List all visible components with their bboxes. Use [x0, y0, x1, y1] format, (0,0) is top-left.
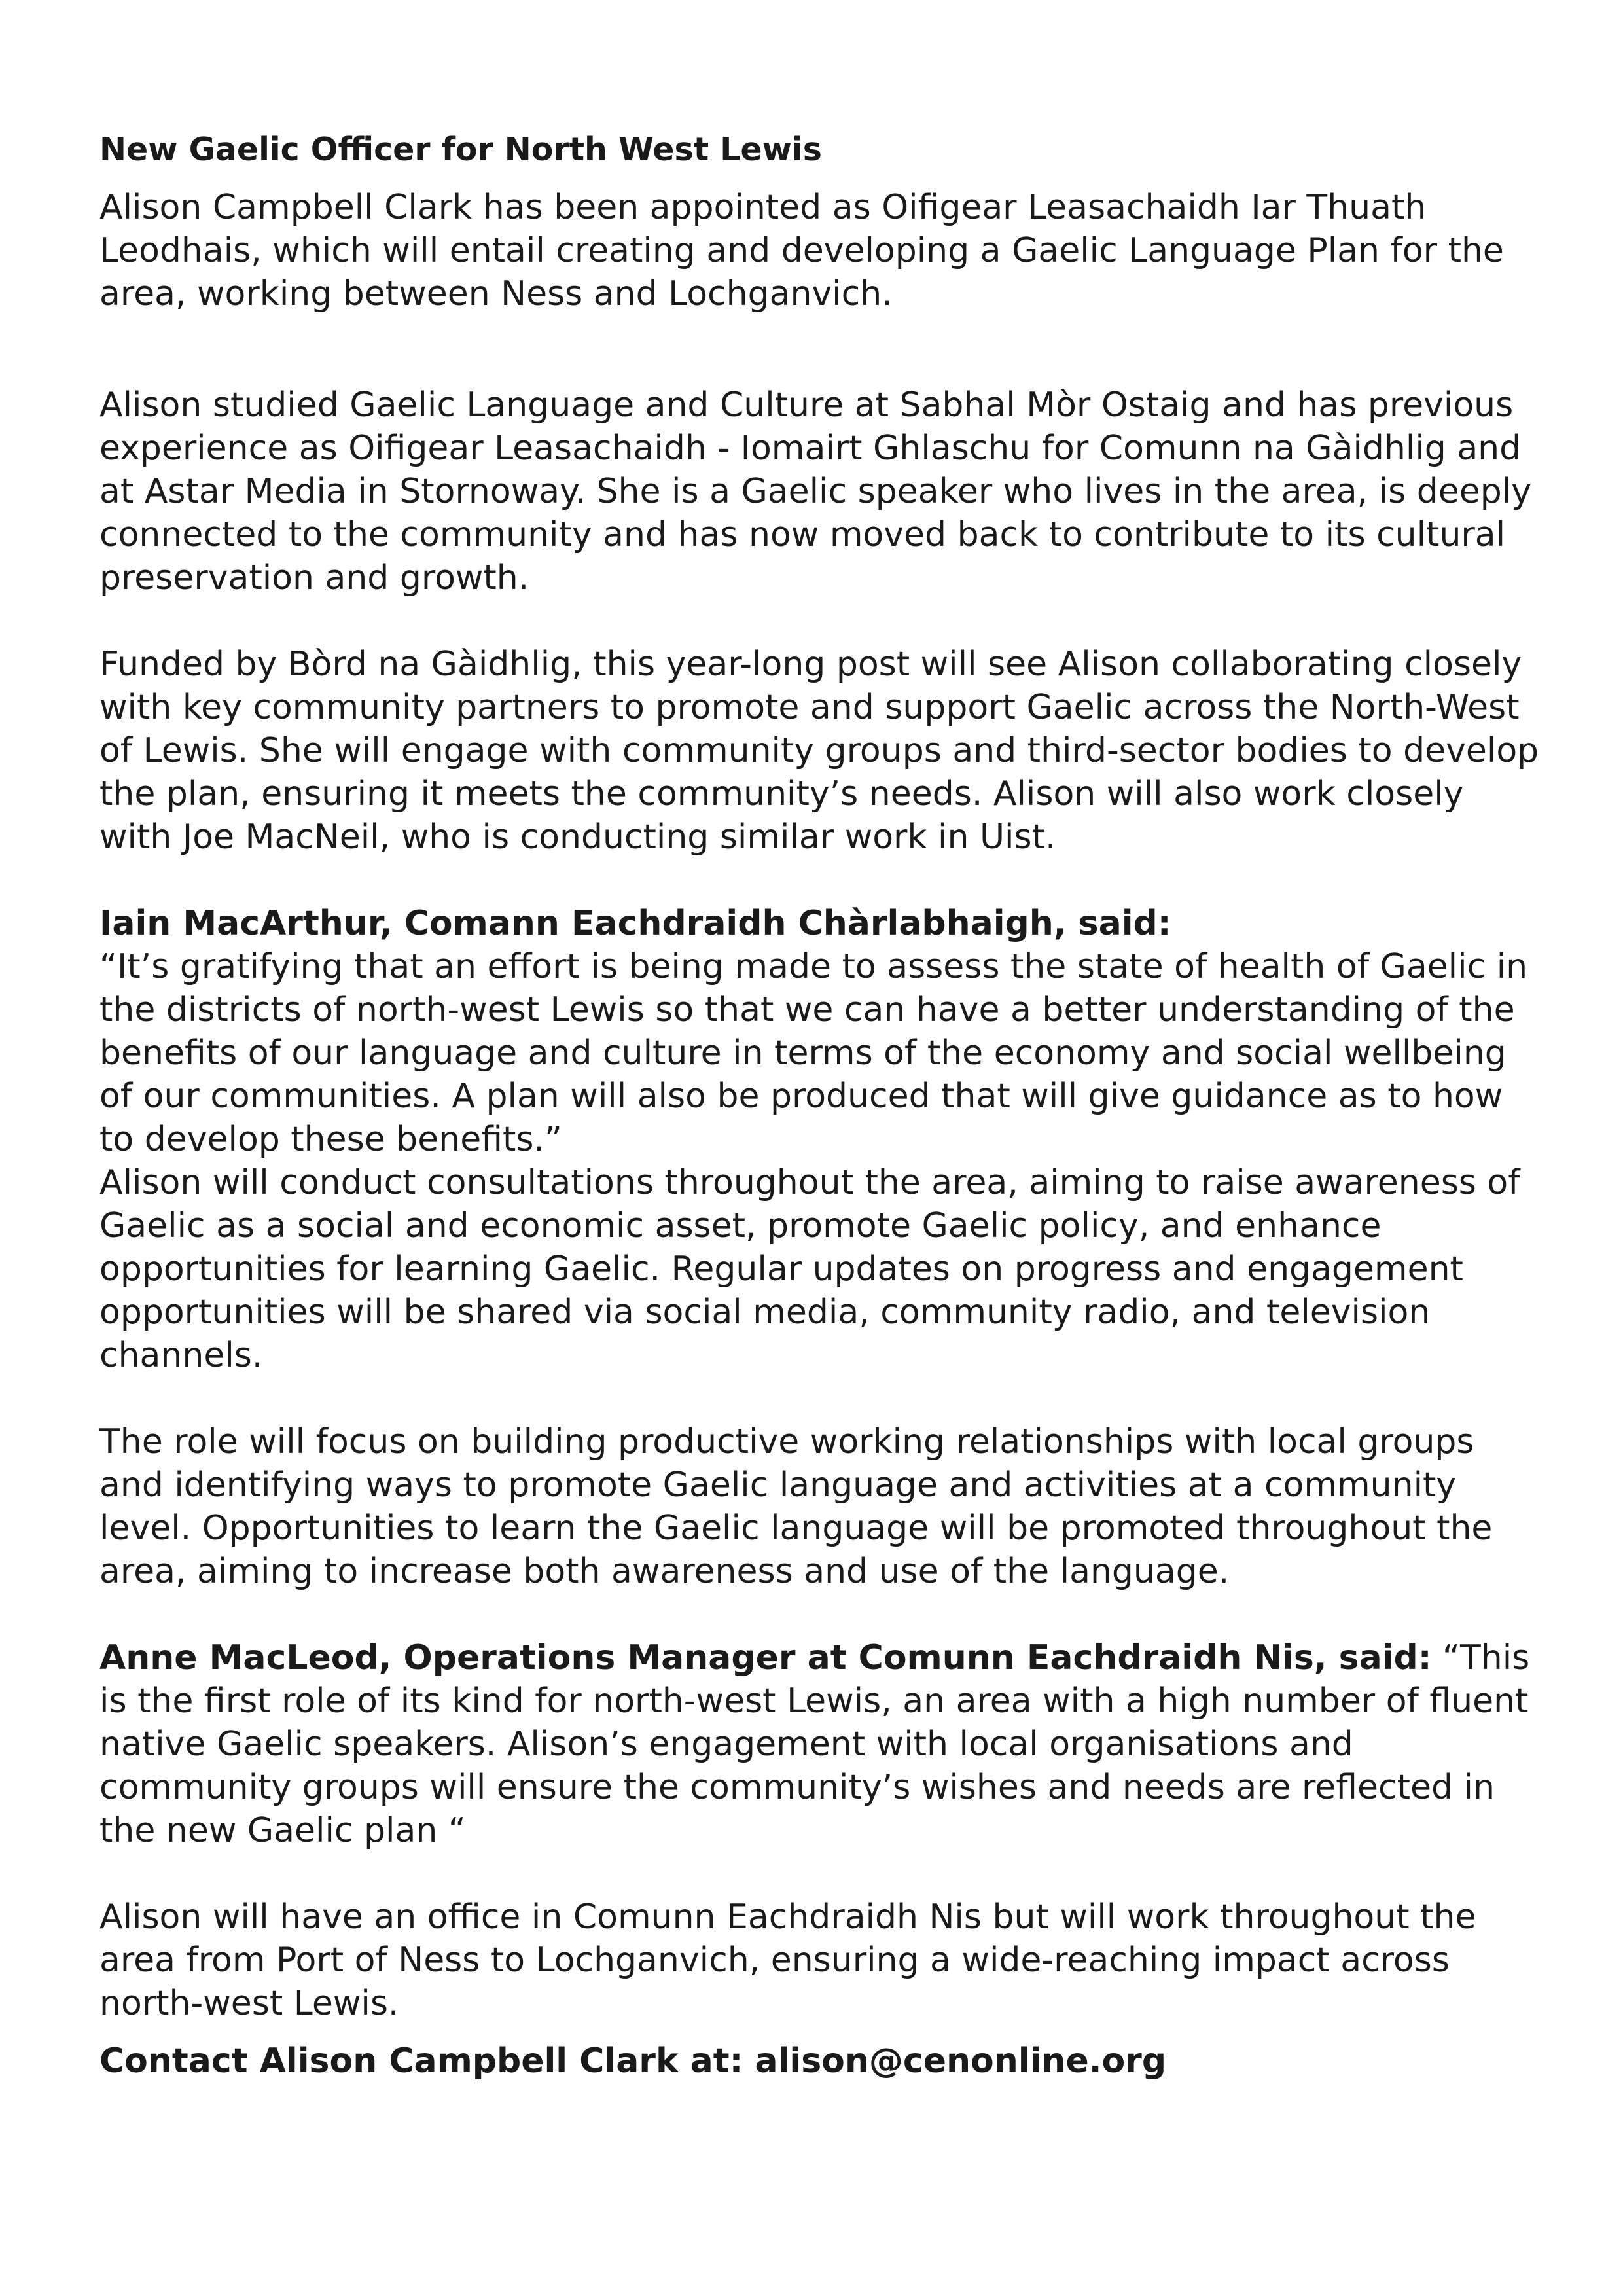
quote2-paragraph [99, 1636, 1539, 1852]
quote1-paragraph [99, 902, 1539, 1161]
article-body [99, 128, 1539, 2083]
spacer [99, 315, 1539, 384]
consultations-paragraph: Alison will conduct consultations throughout the area, aiming to raise awareness of Gaelic as a social and economic asset, promote Gaelic policy, and enhance opportunities for learning Gaelic. Regular updates on progress and engagement opportunities will be shared via social media, community radio, and television channels. [99, 1163, 1520, 1375]
contact-line: Contact Alison Campbell Clark at: alison@cenonline.org [99, 2041, 1167, 2081]
quote1-text: “It’s gratifying that an effort is being made to assess the state of health of Gaelic in the districts of north-west Lewis so that we can have a better understanding of the benefits of our language and culture in terms of the economy and social wellbeing of our communities. A plan will also be produced that will give guidance as to how to develop these benefits.” [99, 947, 1528, 1159]
quote2-speaker: Anne MacLeod, Operations Manager at Comunn Eachdraidh Nis, said: [99, 1638, 1432, 1677]
role-focus-paragraph: The role will focus on building productive working relationships with local groups and identifying ways to promote Gaelic language and activities at a community level. Opportunities to learn the Gaelic language will be promoted throughout the area, aiming to increase both awareness and use of the language. [99, 1422, 1493, 1591]
spacer [99, 1852, 1539, 1895]
spacer [99, 2025, 1539, 2039]
spacer [99, 859, 1539, 902]
spacer [99, 1593, 1539, 1636]
intro-paragraph: Alison Campbell Clark has been appointed as Oifigear Leasachaidh Iar Thuath Leodhais, which will entail creating and developing a Gaelic Language Plan for the area, working between Ness and Lochganvich. [99, 188, 1504, 314]
article-title: New Gaelic Officer for North West Lewis [99, 131, 822, 168]
office-paragraph: Alison will have an office in Comunn Eachdraidh Nis but will work throughout the area from Port of Ness to Lochganvich, ensuring a wide-reaching impact across north-west Lewis. [99, 1897, 1476, 2023]
spacer [99, 600, 1539, 643]
spacer [99, 171, 1539, 186]
funding-paragraph: Funded by Bòrd na Gàidhlig, this year-long post will see Alison collaborating closely with key community partners to promote and support Gaelic across the North-West of Lewis. She will engage with community groups and third-sector bodies to develop the plan, ensuring it meets the community’s needs. Alison will also work closely with Joe MacNeil, who is conducting similar work in Uist. [99, 645, 1539, 857]
quote2-text: “This is the first role of its kind for north-west Lewis, an area with a high number of fluent native Gaelic speakers. Alison’s engagement with local organisations and community groups will ensure the community’s wishes and needs are reflected in the new Gaelic plan “ [99, 1638, 1530, 1850]
quote1-speaker: Iain MacArthur, Comann Eachdraidh Chàrlabhaigh, said: [99, 904, 1171, 943]
background-paragraph: Alison studied Gaelic Language and Culture at Sabhal Mòr Ostaig and has previous experience as Oifigear Leasachaidh - Iomairt Ghlaschu for Comunn na Gàidhlig and at Astar Media in Stornoway. She is a Gaelic speaker who lives in the area, is deeply connected to the community and has now moved back to contribute to its cultural preservation and growth. [99, 386, 1531, 598]
spacer [99, 1377, 1539, 1420]
